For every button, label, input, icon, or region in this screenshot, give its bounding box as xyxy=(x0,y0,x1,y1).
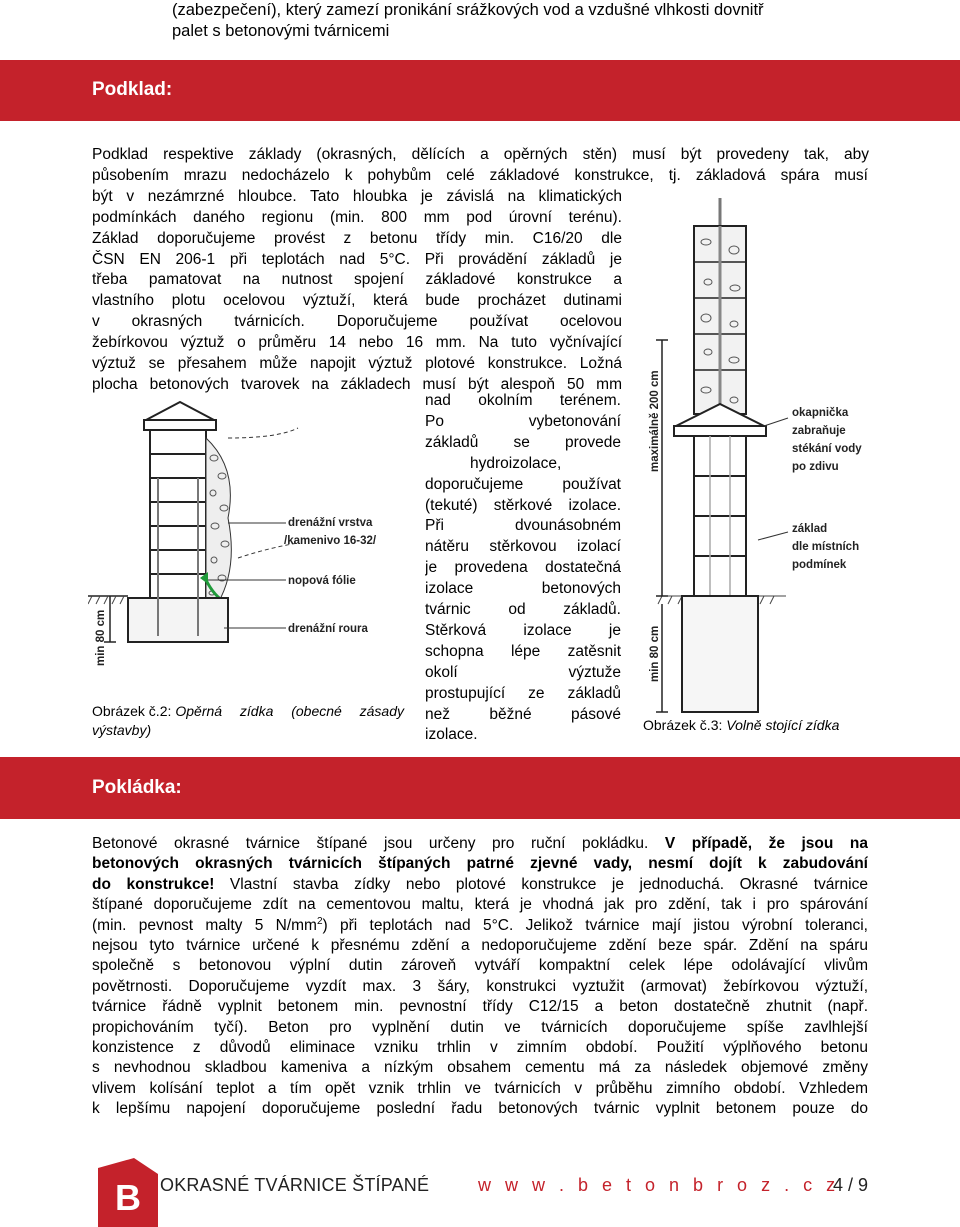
body-line: Základ doporučujeme provést z betonu třídy min. C16/20 dle xyxy=(92,229,622,247)
logo-letter: B xyxy=(115,1177,141,1218)
fig3-height-label: maximálně 200 cm xyxy=(649,370,661,472)
body-line: ČSN EN 206-1 při teplotách nad 5°C. Při provádění základů je xyxy=(92,250,622,268)
fig3-foundation-label: podmínek xyxy=(792,559,847,571)
fig3-foundation-label: základ xyxy=(792,523,828,535)
figure3-caption xyxy=(643,716,839,735)
fig2-drainage-label: drenážní vrstva xyxy=(288,517,373,529)
body-line: výztuž se přesahem může napojit výztuž plotové konstrukce. Ložná xyxy=(92,355,622,372)
intro-line: palet s betonovými tvárnicemi xyxy=(172,22,390,40)
body-line: betonových okrasných tvárnicích štípaných patrné zjevné vady, nesmí dojít k zabudování xyxy=(92,855,868,873)
body-line: k lepšímu napojení doporučujeme poslední řadu betonových tvárnic vyplnit betonem pouze do xyxy=(92,1100,868,1118)
figure2-caption-prefix: Obrázek č.2: xyxy=(92,703,172,719)
figure2-caption xyxy=(92,702,404,740)
column-line: prostupující ze základů xyxy=(425,684,621,702)
body-line: Betonové okrasné tvárnice štípané jsou určeny pro ruční pokládku. V případě, že jsou na xyxy=(92,835,868,852)
fig2-gravel-label: /kamenivo 16-32/ xyxy=(284,535,377,547)
fig2-depth-label: min 80 cm xyxy=(95,609,107,666)
section-header-pokladka xyxy=(0,757,960,819)
body-line: v okrasných tvárnicích. Doporučujeme používat ocelovou xyxy=(92,313,622,331)
body-line: tvárnice řádně vyplnit betonem min. pevnostní třídy C12/15 a beton dostatečně zhutnit (např. xyxy=(92,998,868,1016)
column-line: tvárnic od základů. xyxy=(425,601,621,618)
body-line: (min. pevnost malty 5 $N/mm^2$) při teplotách nad 5°C. Jelikož tvárnice mají jistou výrobní toleranci, xyxy=(92,915,868,934)
body-line: být v nezámrzné hloubce. Tato hloubka je závislá na klimatických xyxy=(92,187,622,205)
fig3-foundation-label: dle místních xyxy=(792,541,860,553)
column-line: (tekuté) stěrkové izolace. xyxy=(425,496,621,514)
fig3-depth-label: min 80 cm xyxy=(649,625,661,682)
column-line: okolí výztuže xyxy=(425,663,621,681)
figure3-caption-prefix: Obrázek č.3: xyxy=(643,717,727,733)
fig3-drip-label: po zdivu xyxy=(792,461,839,473)
body-line: povětrnosti. Doporučujeme vyzdít max. 3 šáry, konstrukci vyztužit (armovat) žebírkovou výztuží, xyxy=(92,977,868,995)
body-line: plocha betonových tvarovek na základech musí být alespoň 50 mm xyxy=(92,375,622,393)
figure2-caption-text-2: výstavby) xyxy=(92,722,152,738)
column-line: Při dvounásobném xyxy=(425,517,621,535)
intro-line: (zabezpečení), který zamezí pronikání srážkových vod a vzdušné vlhkosti dovnitř xyxy=(172,1,764,19)
column-line: schopna lépe zatěsnit xyxy=(425,642,621,660)
body-line: třeba pamatovat na nutnost spojení základové konstrukce a xyxy=(92,271,622,289)
column-line: je provedena dostatečná xyxy=(425,559,621,577)
body-line: podmínkách daného regionu (min. 800 mm pod úrovní terénu). xyxy=(92,208,622,226)
body-line: propichováním tyčí). Beton pro vyplnění dutin ve tvárnicích doporučujeme spíše zavlhlejší xyxy=(92,1018,868,1036)
body-line: společně s betonovou výplní dutin zároveň vytváří kompaktní celek lépe odolávající vlivům xyxy=(92,957,868,975)
section-header-podklad xyxy=(0,60,960,121)
fig3-drip-label: okapnička xyxy=(792,407,849,419)
fig3-drip-label: stékání vody xyxy=(792,443,862,455)
column-line: základů se provede xyxy=(425,433,621,451)
section-title: Podklad: xyxy=(92,79,173,100)
column-line: než běžné pásové xyxy=(425,705,621,723)
body-line: nejsou tyto tvárnice určené k přesnému zdění a nedoporučujeme zdění beze spár. Zdění na spáru xyxy=(92,937,868,954)
column-line: Stěrková izolace je xyxy=(425,621,621,639)
body-line: vlastního plotu ocelovou výztuží, která bude procházet dutinami xyxy=(92,292,622,310)
column-line: hydroizolace, xyxy=(470,454,562,472)
body-line: žebírkovou výztuž o průměru 14 nebo 16 mm. Na tuto vyčnívající xyxy=(92,334,622,352)
body-line: vlivem kolísání teplot a tím opět vznik trhlin ve tvárnicích v průběhu zimního období. Vzhledem xyxy=(92,1079,868,1097)
fig2-pipe-label: drenážní roura xyxy=(288,623,368,635)
body-line: do konstrukce! Vlastní stavba zídky nebo plotové konstrukce je jednoduchá. Okrasné tvárnice xyxy=(92,875,868,893)
fig2-foil-label: nopová fólie xyxy=(288,575,356,587)
body-line: štípané doporučujeme zdít na cementovou maltu, která je vhodná jak pro zdění, tak i pro spárování xyxy=(92,896,868,914)
column-line: nátěru stěrkovou izolací xyxy=(425,538,621,556)
body-line: Podklad respektive základy (okrasných, dělících a opěrných stěn) musí být provedeny tak, aby xyxy=(92,146,869,163)
column-line: Po vybetonování xyxy=(425,412,621,430)
body-line: s nevhodnou skladbou kameniva a nízkým obsahem cementu má za následek objemové změny xyxy=(92,1059,868,1077)
figure-retaining-wall xyxy=(88,398,418,698)
body-line: konzistence z důvodů eliminace vzniku trhlin v zimním období. Použití výplňového betonu xyxy=(92,1039,868,1056)
figure2-caption-text: Opěrná zídka (obecné zásady xyxy=(175,703,404,719)
figure3-caption-text: Volně stojící zídka xyxy=(726,717,840,733)
column-line: izolace. xyxy=(425,726,478,744)
fig3-drip-label: zabraňuje xyxy=(792,425,846,437)
footer-website-link[interactable]: w w w . b e t o n b r o z . c z xyxy=(478,1175,840,1195)
page-number: 4 / 9 xyxy=(833,1175,869,1195)
brand-logo xyxy=(98,1158,158,1227)
column-line: nad okolním terénem. xyxy=(425,392,621,409)
column-line: izolace betonových xyxy=(425,580,621,598)
footer-title: OKRASNÉ TVÁRNICE ŠTÍPANÉ xyxy=(160,1175,430,1195)
figure-free-standing-wall xyxy=(636,190,896,730)
section-title: Pokládka: xyxy=(92,777,182,798)
column-line: doporučujeme používat xyxy=(425,475,621,493)
body-line: působením mrazu nedocházelo k pohybům celé základové konstrukce, tj. základová spára musí xyxy=(92,166,868,184)
